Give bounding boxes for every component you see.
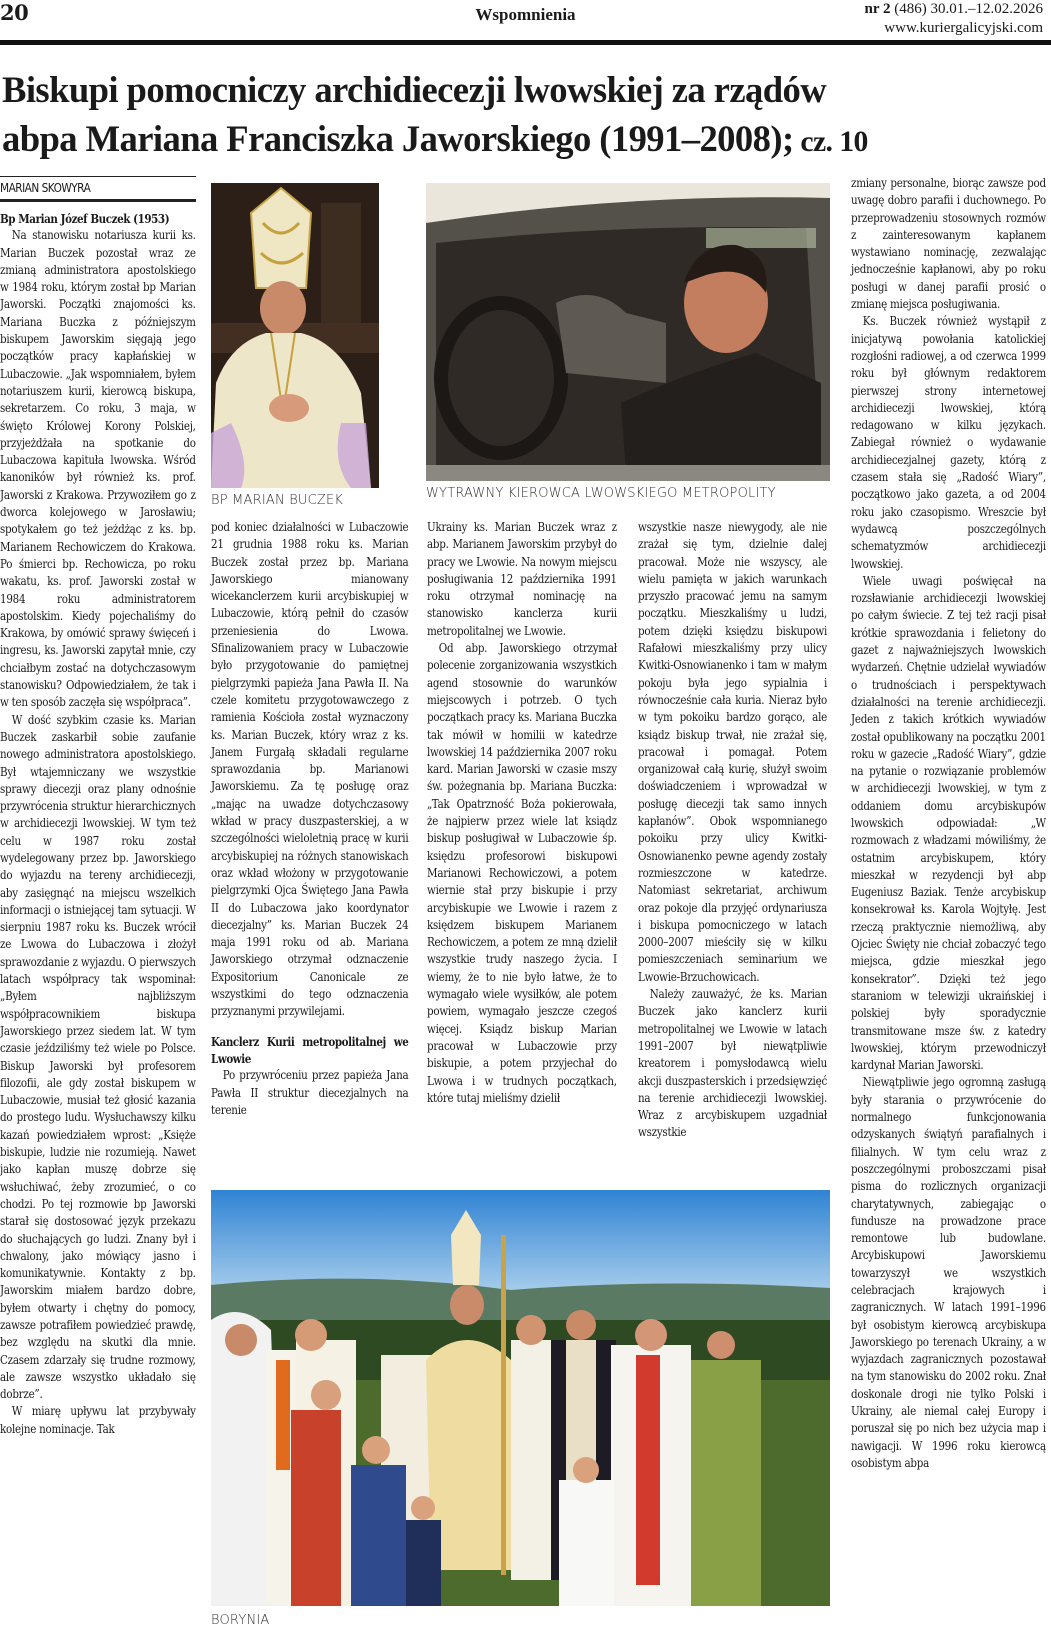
issue-info [865, 0, 1043, 38]
paragraph: Niewątpliwie jego ogromną zasługą były starania o przywrócenie do normalnego funkcjonowania odzyskanych świątyń parafialnych i filialnych. W tym celu wraz z poszczególnymi proboszczami pisał pisma do rozlicznych organizacji charytatywnych, zabiegając o fundusze na prowadzone prace remontowe lub budowlane. Arcybiskupowi Jaworskiemu towarzyszył we wszystkich celebracjach krajowych i zagranicznych. W latach 1991–1996 był osobistym kierowcą arcybiskupa Jaworskiego po terenach Ukrainy, a w wyjazdach zagranicznych pozostawał na tym stanowisku do 2002 roku. Znał doskonale drogi nie tylko Polski i Ukrainy, ale niemal całej Europy i poruszał się po nich bez użycia map i nawigacji. W 1996 roku kierowcą osobistym abpa [851, 1075, 1046, 1470]
paragraph: Wiele uwagi poświęcał na rozsławianie archidiecezji lwowskiej po całym świecie. Z tej też racji pisał krótkie sprawozdania i felietony do gazet z najważniejszych lwowskich wydarzeń. Chętnie udzielał wywiadów o trudnościach i perspektywach działalności na terenie archidiecezji. Jeden z takich krótkich wywiadów został opublikowany na początku 2001 roku w gazecie „Radość Wiary”, gdzie na pytanie o rozwiązanie problemów w archidiecezji lwowskiej, w tym z oddaniem domu arcybiskupów lwowskich odpowiadał: „W rozmowach z władzami mówiliśmy, że ostatnim arcybiskupem, który mieszkał w rezydencji był abp Eugeniusz Baziak. Tenże arcybiskup konsekrował ks. Karola Wojtyłę. Jest rzeczą praktycznie niemożliwą, aby Ojciec Święty nie chciał zobaczyć tego miejsca, gdzie mieszkał jego konsekrator”. Dzięki też jego staraniom w telewizji ukraińskiej i polskiej były sporadycznie transmitowane msze św. z katedry lwowskiej, którym przewodniczył kardynał Marian Jaworski. [851, 573, 1046, 1073]
byline-rule-bottom [0, 199, 196, 202]
headline-line-2: abpa Mariana Franciszka Jaworskiego (1991–2008); [2, 119, 794, 160]
column-text [211, 519, 408, 1119]
paragraph: wszystkie nasze niewygody, ale nie zrażał się tym, dzielnie dalej pracował. Może nie wszyscy, ale wielu pamięta w jakich warunkach przyszło pracować jemu na samym początku. Mieszkaliśmy u ludzi, potem dzięki księdzu biskupowi Rafałowi mieszkaliśmy przy ulicy Kwitki-Osnowianenko i tam w małym pokoju była jego sypialnia i równocześnie cała kuria. Nieraz było w tym pokoiku bardzo gorąco, ale ksiądz biskup trwał, nie zrażał się, pracował i pomagał. Potem organizował całą kurię, służył swoim doświadczeniem i wprowadzał w posługę diecezji tak samo innych kapłanów”. Obok wspomnianego pokoiku przy ulicy Kwitki-Osnowianenko pewne agendy zostały rozmieszczone w katedrze. Natomiast sekretariat, archiwum oraz pokoje dla przyjęć ordynariusza i biskupa pomocniczego w latach 2000–2007 mieściły się w kilku pomieszczeniach seminarium we Lwowie-Brzuchowicach. [638, 520, 827, 984]
subheading-buczek: Bp Marian Józef Buczek (1953) [0, 211, 170, 226]
column-text [638, 519, 827, 1142]
column-text [851, 175, 1046, 1472]
group-photo-illustration [211, 1190, 830, 1606]
photo-borynia-group [211, 1190, 830, 1606]
driver-photo-illustration [426, 183, 830, 481]
article-column-3 [427, 519, 617, 1107]
issue-number: nr 2 [864, 1, 891, 17]
article-column-2 [211, 519, 408, 1119]
column-text [427, 519, 617, 1107]
article-headline [2, 66, 1041, 166]
paragraph: Od abp. Jaworskiego otrzymał polecenie zorganizowania wszystkich agend stosownie do warunków miejscowych i potrzeb. O tych początkach pracy ks. Mariana Buczka tak mówił w homilii w katedrze lwowskiej 14 października 2007 roku kard. Marian Jaworski w czasie mszy św. pożegnania bp. Mariana Buczka: „Tak Opatrzność Boża pokierowała, że najpierw przez wiele lat ksiądz biskup posługiwał w Lubaczowie śp. księdzu profesorowi biskupowi Marianowi Rechowiczowi, a potem wiernie stał przy biskupie i przy arcybiskupie we Lwowie i razem z księdzem biskupem Marianem Rechowiczem, a potem ze mną dzielił wszystkie trudy naszego życia. I wiemy, że to nie było łatwe, że to wymagało wiele wysiłków, ale potem powiem, wymagało jeszcze czegoś więcej. Ksiądz biskup Marian pracował w Lubaczowie przy biskupie, a potem przyjechał do Lwowa i w trudnych początkach, które tutaj mieliśmy dzielił [427, 641, 617, 1105]
headline-part: cz. 10 [793, 125, 868, 158]
author-byline: MARIAN SKOWYRA [0, 181, 91, 195]
article-column-4 [638, 519, 827, 1142]
section-title: Wspomnienia [475, 5, 576, 24]
paragraph: Ks. Buczek również wystąpił z inicjatywą powołania katolickiej rozgłośni radiowej, a od czerwca 1999 roku był głównym redaktorem pierwszej strony internetowej archidiecezji lwowskiej, którą redagowano w kilku językach. Zabiegał również o wydawanie archidiecezjalnej gazety, którą z czasem stała się „Radość Wiary”, początkowo jako gazeta, a od 2004 roku jako czasopismo. Wreszcie był wydawcą poszczególnych schematyzmów archidiecezji lwowskiej. [851, 314, 1046, 571]
byline-rule-top [0, 176, 196, 177]
photo-caption-1: BP MARIAN BUCZEK [211, 493, 344, 508]
photo-caption-2: WYTRAWNY KIEROWCA LWOWSKIEGO METROPOLITY [426, 486, 776, 501]
website-link[interactable]: www.kuriergalicyjski.com [884, 20, 1043, 36]
paragraph: zmiany personalne, biorąc zawsze pod uwagę dobro parafii i duchownego. Po przeprowadzeniu stosownych rozmów z zainteresowanym kapłanem wystawiano nominację, zezwalając jednocześnie kapłanowi, aby po roku posługi w danej parafii prosić o zmianę miejsca posługiwania. [851, 176, 1046, 312]
bishop-photo-illustration [211, 183, 379, 488]
article-column-5 [851, 175, 1046, 1472]
issue-dates: (486) 30.01.–12.02.2026 [890, 1, 1043, 17]
subheading-kanclerz: Kanclerz Kurii metropolitalnej we Lwowie [211, 1033, 409, 1066]
header-rule [0, 40, 1051, 45]
paragraph: Na stanowisku notariusza kurii ks. Marian Buczek pozostał wraz ze zmianą administratora apostolskiego w 1984 roku, którym został bp Marian Jaworski. Początki znajomości ks. Mariana Buczka z późniejszym biskupem Jaworskim sięgają jego początków pracy kapłańskiej w Lubaczowie. „Jak wspomniałem, byłem notariuszem kurii, kierowcą biskupa, sekretarzem. Co roku, 3 maja, w święto Królowej Korony Polskiej, przyjeżdżała na spotkanie do Lubaczowa kapituła lwowska. Wśród kanoników był również ks. prof. Jaworski z Krakowa. Przywoziłem go z dworca kolejowego w Jarosławiu; spotykałem go też jeżdżąc z ks. bp. Marianem Rechowiczem do Krakowa. Po śmierci bp. Rechowicza, po roku wakatu, ks. prof. Jaworski został w 1984 roku administratorem apostolskim. Kiedy pojechaliśmy do Krakowa, by omówić sprawy święceń i ingresu, ks. Jaworski zapytał mnie, czy chciałbym zostać na dotychczasowym stanowisku? Odpowiedziałem, że tak i w ten sposób zaczęła się współpraca”. [0, 228, 196, 710]
article-column-1 [0, 210, 196, 1438]
paragraph: W miarę upływu lat przybywały kolejne nominacje. Tak [0, 1404, 196, 1436]
page-number: 20 [0, 0, 29, 25]
headline-line-1: Biskupi pomocniczy archidiecezji lwowskiej za rządów [2, 70, 827, 111]
paragraph: Należy zauważyć, że ks. Marian Buczek jako kanclerz kurii metropolitalnej we Lwowie w latach 1991–2007 był niewątpliwie kreatorem i pomysłodawcą wielu akcji duszpasterskich i przedsięwzięć na terenie archidiecezji lwowskiej. Wraz z arcybiskupem uzgadniał wszystkie [638, 987, 827, 1140]
paragraph: W dość szybkim czasie ks. Marian Buczek zaskarbił sobie zaufanie nowego administratora apostolskiego. Był wtajemniczany we wszystkie sprawy diecezji oraz plany odnośnie przywrócenia struktur hierarchicznych w archidiecezji lwowskiej. W tym też celu w 1987 roku został wydelegowany przez bp. Jaworskiego do wyjazdu na tereny archidiecezji, aby zasięgnąć na miejscu wszelkich informacji o istniejącej tam sytuacji. W sierpniu 1987 roku ks. Buczek wrócił ze Lwowa do Lubaczowa i złożył sprawozdanie z wyjazdu. O pierwszych latach współpracy tak wspominał: „Byłem najbliższym współpracownikiem biskupa Jaworskiego przez siedem lat. W tym czasie jeździliśmy też wiele po Polsce. Biskup Jaworski był profesorem filozofii, ale gdy został biskupem w Lubaczowie, musiał też głosić kazania do prostego ludu. Wysłuchawszy kilku kazań powiedziałem wprost: „Księże biskupie, ludzie nie rozumieją. Nawet jako kapłan muszę dobrze się wsłuchiwać, żeby zrozumieć, o co chodzi. Po tej rozmowie bp Jaworski starał się dostosować język przekazu do słuchających go ludzi. Znany był i chwalony, jako mówiący jasno i komunikatywnie. Kontakty z bp. Jaworskim miałem bardzo dobre, byłem otwarty i chętny do pomocy, zawsze potrafiłem powiedzieć prawdę, bez względu na skutki dla mnie. Czasem zdarzały się trudne rozmowy, ale zawsze wszystko układało się dobrze”. [0, 712, 196, 1402]
photo-driver [426, 183, 830, 481]
column-text [0, 210, 196, 1438]
paragraph: Ukrainy ks. Marian Buczek wraz z abp. Marianem Jaworskim przybył do pracy we Lwowie. Na nowym miejscu posługiwania 12 października 1991 roku otrzymał nominację na stanowisko kanclerza kurii metropolitalnej we Lwowie. [427, 520, 617, 638]
paragraph: Po przywróceniu przez papieża Jana Pawła II struktur diecezjalnych na terenie [211, 1068, 409, 1117]
paragraph: pod koniec działalności w Lubaczowie 21 grudnia 1988 roku ks. Marian Buczek został przez bp. Mariana Jaworskiego mianowany wicekanclerzem kurii arcybiskupiej w Lubaczowie, którą pełnił do czasów przeniesienia do Lwowa. Sfinalizowaniem pracy w Lubaczowie było przygotowanie do pamiętnej pielgrzymki papieża Jana Pawła II. Na czele komitetu przygotowawczego z ramienia Kościoła został wyznaczony ks. Marian Buczek, który wraz z ks. Janem Furgałą składali regularne sprawozdania bp. Marianowi Jaworskiemu. Za tę posługę oraz „mając na uwadze dotychczasowy wkład w pracy duszpasterskiej, a w szczególności wieloletnią pracę w kurii arcybiskupiej na różnych stanowiskach oraz wkład włożony w przygotowanie pielgrzymki Ojca Świętego Jana Pawła II do Lubaczowa jako koordynator diecezjalny” ks. Marian Buczek 24 maja 1991 roku od ab. Mariana Jaworskiego otrzymał odznaczenie Expositorium Canonicale ze wszystkimi do tego odznaczenia przyznanymi przywilejami. [211, 520, 409, 1019]
photo-caption-3: BORYNIA [211, 1613, 270, 1628]
photo-bishop-buczek [211, 183, 379, 488]
